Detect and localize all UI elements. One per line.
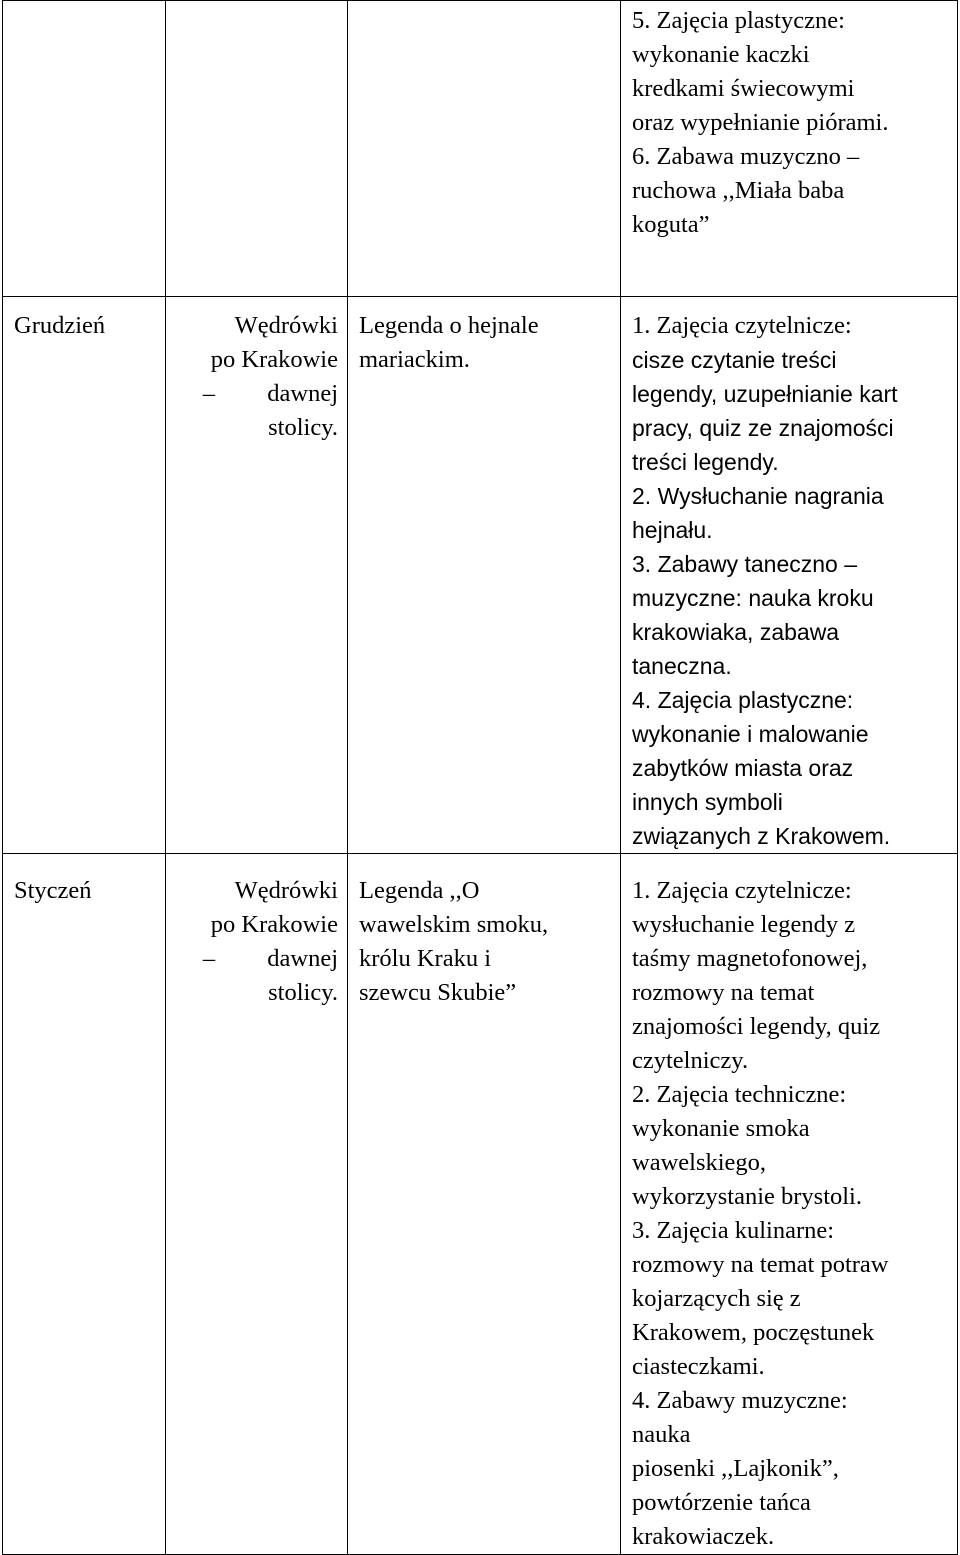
- activity-line: 3. Zajęcia kulinarne:: [632, 1217, 835, 1244]
- activity-line: wawelskiego,: [632, 1149, 767, 1176]
- topic-cell: [166, 854, 348, 1555]
- month-cell: [3, 297, 166, 854]
- month-label: Grudzień: [14, 312, 106, 339]
- legend-cell: [348, 854, 621, 1555]
- activity-line: muzyczne: nauka kroku: [632, 585, 874, 611]
- activity-line: 1. Zajęcia czytelnicze:: [632, 312, 852, 339]
- topic-line: po Krakowie: [210, 911, 338, 938]
- legend-cell: [348, 1, 621, 297]
- activity-line: krakowiaka, zabawa: [632, 619, 840, 645]
- activity-line: innych symboli: [632, 789, 783, 815]
- activity-line: 1. Zajęcia czytelnicze:: [632, 877, 852, 904]
- table-row: [3, 297, 958, 854]
- activity-line: 3. Zabawy taneczno –: [632, 551, 858, 577]
- activity-line: 5. Zajęcia plastyczne:: [632, 7, 845, 34]
- activity-line: związanych z Krakowem.: [632, 823, 891, 849]
- topic-line: Wędrówki: [234, 312, 338, 339]
- topic-line: – dawnej: [202, 380, 338, 407]
- activity-line: nauka: [632, 1421, 691, 1448]
- activity-line: wykonanie kaczki: [632, 41, 810, 68]
- legend-text: [348, 1, 620, 4]
- activity-line: legendy, uzupełnianie kart: [632, 381, 898, 407]
- legend-line: Legenda ,,O: [359, 877, 480, 904]
- activity-line: wykorzystanie brystoli.: [632, 1183, 862, 1210]
- activities-text: [621, 297, 957, 853]
- month-cell: [3, 854, 166, 1555]
- topic-cell: [166, 297, 348, 854]
- topic-text: [166, 1, 347, 4]
- month-cell: [3, 1, 166, 297]
- activity-line: piosenki ,,Lajkonik”,: [632, 1455, 839, 1482]
- activity-line: krakowiaczek.: [632, 1523, 775, 1550]
- activities-cell: [621, 297, 958, 854]
- activity-line: powtórzenie tańca: [632, 1489, 811, 1516]
- activity-line: 4. Zabawy muzyczne:: [632, 1387, 848, 1414]
- legend-line: mariackim.: [359, 346, 470, 373]
- activity-line: rozmowy na temat: [632, 979, 815, 1006]
- topic-text: [166, 854, 347, 1010]
- legend-text: [348, 854, 620, 1010]
- activity-line: taśmy magnetofonowej,: [632, 945, 868, 972]
- activities-cell: [621, 854, 958, 1555]
- activity-line: ruchowa ,,Miała baba: [632, 177, 845, 204]
- topic-line: stolicy.: [268, 979, 338, 1006]
- activity-line: Krakowem, poczęstunek: [632, 1319, 875, 1346]
- activity-line: zabytków miasta oraz: [632, 755, 854, 781]
- legend-line: wawelskim smoku,: [359, 911, 549, 938]
- activity-line: oraz wypełnianie piórami.: [632, 109, 889, 136]
- activities-text: [621, 854, 957, 1554]
- topic-line: stolicy.: [268, 414, 338, 441]
- activity-line: 2. Wysłuchanie nagrania: [632, 483, 884, 509]
- activity-line: 4. Zajęcia plastyczne:: [632, 687, 854, 713]
- activity-line: hejnału.: [632, 517, 713, 543]
- table-row: [3, 1, 958, 297]
- topic-line: – dawnej: [202, 945, 338, 972]
- activity-line: 2. Zajęcia techniczne:: [632, 1081, 847, 1108]
- table-row: [3, 854, 958, 1555]
- legend-line: Legenda o hejnale: [359, 312, 539, 339]
- month-label: [3, 1, 165, 4]
- activity-line: wysłuchanie legendy z: [632, 911, 856, 938]
- topic-cell: [166, 1, 348, 297]
- topic-text: [166, 297, 347, 445]
- activities-text: [621, 1, 957, 242]
- topic-line: po Krakowie: [210, 346, 338, 373]
- activity-line: cisze czytanie treści: [632, 347, 837, 373]
- activity-line: kojarzących się z: [632, 1285, 801, 1312]
- activity-line: wykonanie smoka: [632, 1115, 810, 1142]
- legend-cell: [348, 297, 621, 854]
- activity-line: rozmowy na temat potraw: [632, 1251, 889, 1278]
- topic-line: Wędrówki: [234, 877, 338, 904]
- activity-line: koguta”: [632, 211, 710, 238]
- activity-line: wykonanie i malowanie: [632, 721, 869, 747]
- activity-line: taneczna.: [632, 653, 732, 679]
- plan-table: [2, 0, 958, 1555]
- legend-text: [348, 297, 620, 377]
- activity-line: kredkami świecowymi: [632, 75, 855, 102]
- activity-line: 6. Zabawa muzyczno –: [632, 143, 860, 170]
- activity-line: znajomości legendy, quiz: [632, 1013, 881, 1040]
- activity-line: treści legendy.: [632, 449, 779, 475]
- legend-line: królu Kraku i: [359, 945, 491, 972]
- month-label: Styczeń: [14, 877, 92, 904]
- legend-line: szewcu Skubie”: [359, 979, 517, 1006]
- activities-cell: [621, 1, 958, 297]
- activity-line: czytelniczy.: [632, 1047, 749, 1074]
- activity-line: pracy, quiz ze znajomości: [632, 415, 894, 441]
- activity-line: ciasteczkami.: [632, 1353, 765, 1380]
